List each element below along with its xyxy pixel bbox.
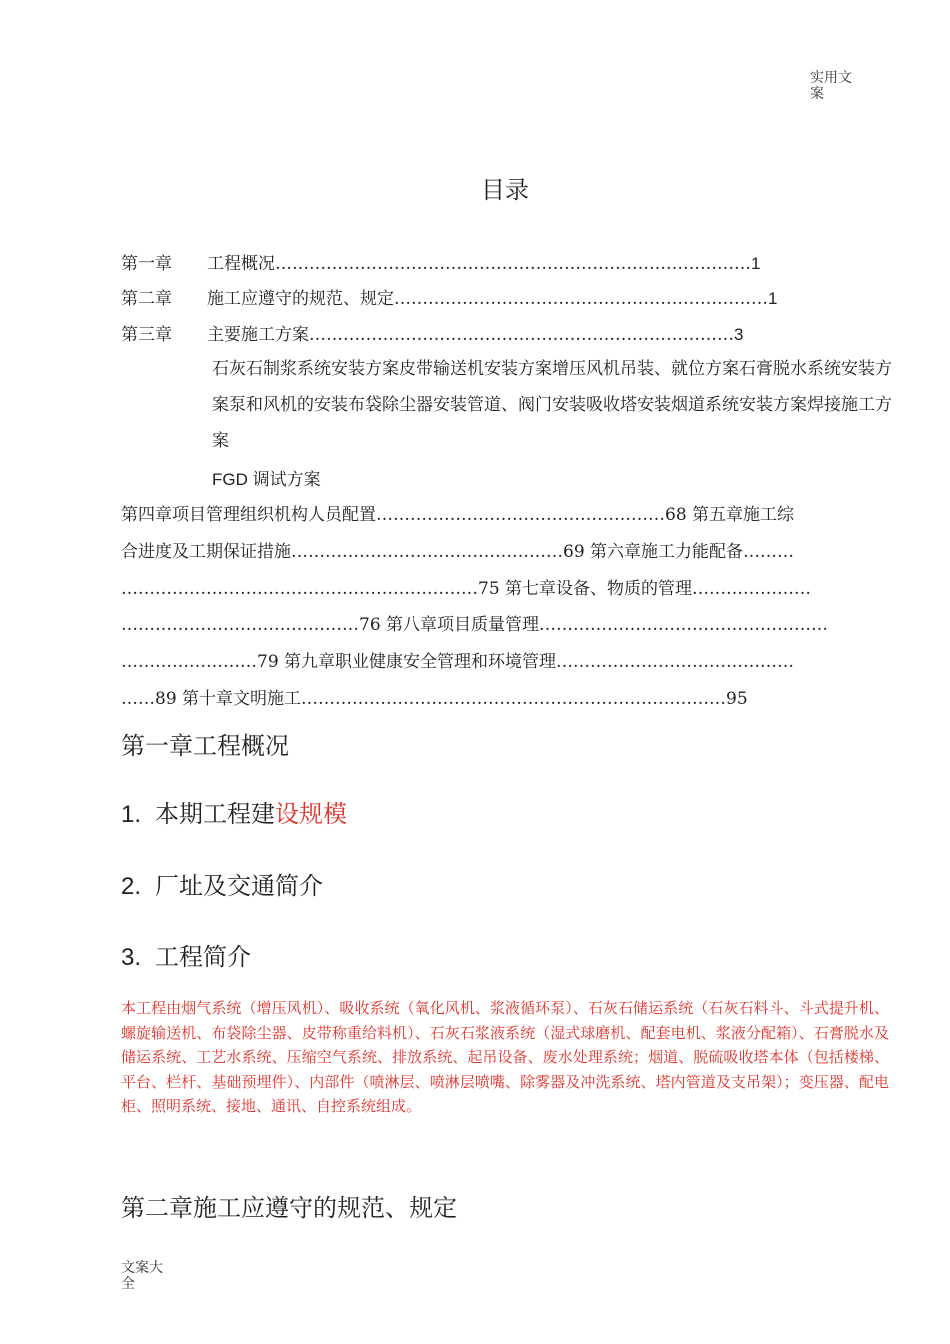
toc-entry-title: 主要施工方案 <box>207 325 309 345</box>
section-heading-1: 1. 本期工程建设规模 <box>121 800 348 828</box>
project-description-paragraph: 本工程由烟气系统（增压风机）、吸收系统（氧化风机、浆液循环泵）、石灰石储运系统（石灰石料斗、斗式提升机、螺旋输送机、布袋除尘器、皮带称重给料机）、石灰石浆液系统（湿式球磨机、配套电机、浆液分配箱）、石膏脱水及储运系统、工艺水系统、压缩空气系统、排放系统、起吊设备、废水处理系统；烟道、脱硫吸收塔本体（包括楼梯、平台、栏杆、基础预埋件）、内部件（喷淋层、喷淋层喷嘴、除雾器及冲洗系统、塔内管道及支吊架）；变压器、配电柜、照明系统、接地、通讯、自控系统组成。 <box>121 999 889 1116</box>
toc-page-number: 3 <box>734 325 744 344</box>
toc-entry-title: 工程概况 <box>207 254 275 274</box>
page-footer-tag: 文案大全 <box>121 1260 163 1292</box>
toc-page-number: 1 <box>768 289 778 308</box>
toc-leader: ………………………………………………………………… <box>309 325 734 345</box>
toc-chapter: 第一章 <box>121 254 172 274</box>
toc-sub-items: 石灰石制浆系统安装方案皮带输送机安装方案增压风机吊装、就位方案石膏脱水系统安装方案泵和风机的安装布袋除尘器安装管道、阀门安装吸收塔安装烟道系统安装方案焊接施工方案 <box>212 359 892 451</box>
chapter-1-heading: 第一章工程概况 <box>121 732 289 760</box>
page-header-tag: 实用文案 <box>810 70 852 102</box>
toc-entry-title: 施工应遵守的规范、规定 <box>207 289 394 309</box>
section-heading-2: 2. 厂址及交通简介 <box>121 872 324 900</box>
toc-run-on-line: ……………………79 第九章职业健康安全管理和环境管理…………………………………… <box>121 652 795 673</box>
toc-run-on-line: ………………………………………………………75 第七章设备、物质的管理………………… <box>121 578 812 599</box>
toc-run-on-line: ……89 第十章文明施工…………………………………………………………………95 <box>121 688 748 709</box>
toc-run-on-line: ……………………………………76 第八章项目质量管理…………………………………………… <box>121 615 829 636</box>
chapter-2-heading: 第二章施工应遵守的规范、规定 <box>121 1194 457 1222</box>
toc-run-on-block <box>121 497 891 718</box>
toc-run-on-line: 第四章项目管理组织机构人员配置……………………………………………68 第五章施工综 <box>121 505 795 525</box>
toc-page-number: 1 <box>751 254 761 273</box>
toc-chapter: 第三章 <box>121 325 172 345</box>
toc-chapter: 第二章 <box>121 289 172 309</box>
toc-run-on-line: 合进度及工期保证措施…………………………………………69 第六章施工力能配备……… <box>121 541 795 562</box>
toc-row <box>121 322 743 348</box>
toc-title: 目录 <box>481 176 529 204</box>
toc-row <box>121 286 777 312</box>
toc-leader: ………………………………………………………… <box>394 289 768 309</box>
toc-leader: ………………………………………………………………………… <box>275 254 751 274</box>
toc-sub-item-fgd: FGD 调试方案 <box>212 470 321 489</box>
section-heading-3: 3. 工程简介 <box>121 943 252 971</box>
toc-row <box>121 251 760 277</box>
